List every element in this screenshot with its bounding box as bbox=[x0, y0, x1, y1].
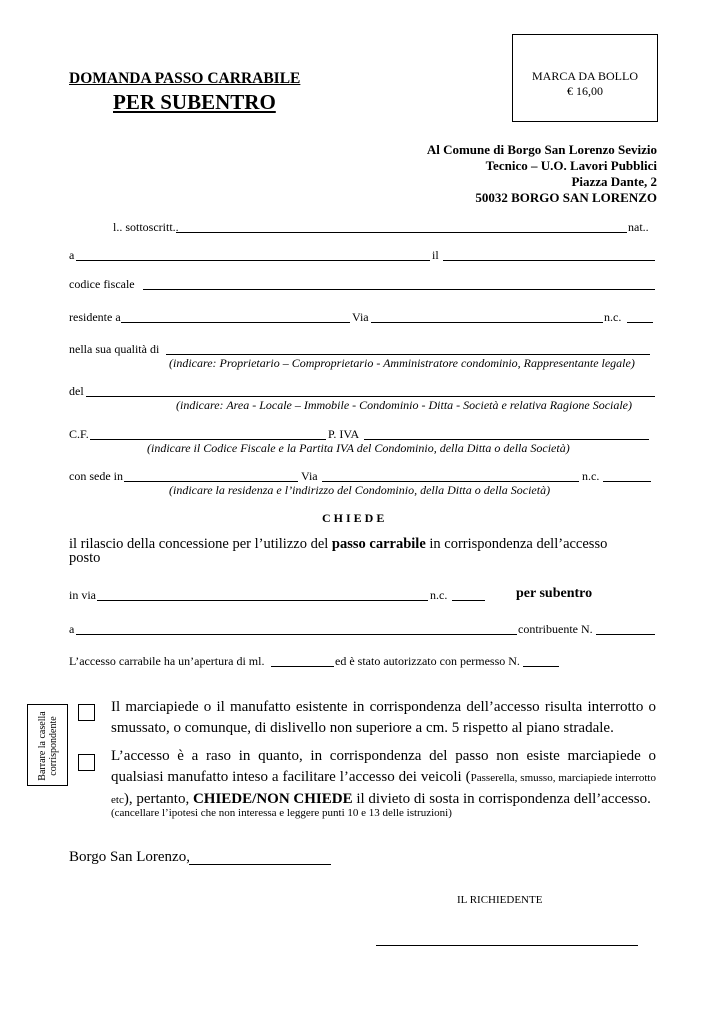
place-label: Borgo San Lorenzo, bbox=[69, 849, 190, 865]
instruction-sidebox bbox=[27, 704, 68, 786]
request-text-bold: passo carrabile bbox=[331, 536, 426, 552]
option2-mid: ), pertanto, bbox=[123, 791, 190, 807]
birthplace-label: a bbox=[69, 248, 75, 262]
predecessor-label: a bbox=[69, 622, 75, 636]
sede-hint: (indicare la residenza e l’indirizzo del Condominio, della Ditta o della Società) bbox=[169, 483, 551, 497]
recipient-line3: Piazza Dante, 2 bbox=[571, 174, 657, 189]
sede-via-label: Via bbox=[301, 469, 318, 483]
del-field[interactable] bbox=[86, 396, 655, 397]
date-field[interactable] bbox=[189, 864, 331, 865]
codice-fiscale-field[interactable] bbox=[143, 289, 655, 290]
sidebox-line1: Barrare la casella bbox=[37, 711, 48, 781]
request-text bbox=[69, 536, 607, 553]
qualita-field[interactable] bbox=[166, 354, 650, 355]
request-text-pre: il rilascio della concessione per l’utilizzo del bbox=[69, 536, 329, 552]
recipient-line2: Tecnico – U.O. Lavori Pubblici bbox=[485, 158, 657, 173]
cf-label: C.F. bbox=[69, 427, 89, 441]
sede-via-field[interactable] bbox=[322, 481, 579, 482]
option1-text: Il marciapiede o il manufatto esistente in corrispondenza dell’accesso risulta interrotto o smussato, o comunque, di dislivello non superiore a cm. 5 rispetto al piano stradale. bbox=[111, 699, 656, 736]
birthdate-label: il bbox=[432, 248, 439, 262]
permesso-label: ed è stato autorizzato con permesso N. bbox=[335, 654, 520, 668]
signature-field[interactable] bbox=[376, 945, 638, 946]
stamp-box bbox=[512, 34, 658, 122]
del-hint: (indicare: Area - Locale – Immobile - Condominio - Ditta - Società e relativa Ragione Sociale) bbox=[176, 398, 633, 412]
option2-bold: CHIEDE/NON CHIEDE bbox=[192, 791, 353, 807]
cf-hint: (indicare il Codice Fiscale e la Partita IVA del Condominio, della Ditta o della Società) bbox=[147, 441, 570, 455]
in-via-nc-label: n.c. bbox=[430, 588, 448, 602]
nc-field[interactable] bbox=[627, 322, 653, 323]
birthplace-field[interactable] bbox=[76, 260, 430, 261]
request-text-line2: posto bbox=[69, 550, 101, 566]
option-note: (cancellare l’ipotesi che non interessa e leggere punti 10 e 13 delle istruzioni) bbox=[111, 807, 452, 819]
sede-nc-label: n.c. bbox=[582, 469, 600, 483]
contribuente-field[interactable] bbox=[596, 634, 655, 635]
del-label: del bbox=[69, 384, 84, 398]
sede-label: con sede in bbox=[69, 469, 123, 483]
sottoscritto-field[interactable] bbox=[176, 232, 627, 233]
codice-fiscale-label: codice fiscale bbox=[69, 277, 135, 291]
piva-field[interactable] bbox=[364, 439, 649, 440]
option2-post: il divieto di sosta in corrispondenza dell’accesso. bbox=[356, 791, 651, 807]
chiede-heading: C H I E D E bbox=[322, 511, 385, 525]
sede-field[interactable] bbox=[124, 481, 298, 482]
stamp-amount: € 16,00 bbox=[567, 84, 603, 98]
option2-pre: L’accesso è a raso in quanto, in corrispondenza del passo non esiste marciapiede o qualsiasi manufatto inteso a facilitare l’accesso dei veicoli ( bbox=[111, 748, 656, 785]
request-text-post: in corrispondenza dell’accesso bbox=[429, 536, 608, 552]
cf-field[interactable] bbox=[90, 439, 326, 440]
nato-label: nat.. bbox=[628, 220, 649, 234]
recipient-line1: Al Comune di Borgo San Lorenzo Sevizio bbox=[426, 142, 657, 157]
sidebox-line2: corrispondente bbox=[48, 716, 59, 776]
apertura-label: L’accesso carrabile ha un’apertura di ml. bbox=[69, 654, 265, 668]
stamp-label: MARCA DA BOLLO bbox=[531, 69, 638, 83]
nc-label: n.c. bbox=[604, 310, 622, 324]
signer-label: IL RICHIEDENTE bbox=[457, 894, 543, 906]
title-line2: PER SUBENTRO bbox=[113, 90, 276, 114]
residente-field[interactable] bbox=[121, 322, 350, 323]
sede-nc-field[interactable] bbox=[603, 481, 651, 482]
via-field[interactable] bbox=[371, 322, 603, 323]
in-via-nc-field[interactable] bbox=[452, 600, 485, 601]
in-via-field[interactable] bbox=[97, 600, 428, 601]
predecessor-field[interactable] bbox=[76, 634, 517, 635]
residente-label: residente a bbox=[69, 310, 121, 324]
title-line1: DOMANDA PASSO CARRABILE bbox=[69, 70, 301, 87]
option1-checkbox[interactable] bbox=[78, 704, 95, 721]
via-label: Via bbox=[352, 310, 369, 324]
permesso-field[interactable] bbox=[523, 666, 559, 667]
per-subentro-label: per subentro bbox=[516, 586, 593, 601]
recipient-line4: 50032 BORGO SAN LORENZO bbox=[475, 190, 657, 205]
piva-label: P. IVA bbox=[328, 427, 360, 441]
option2-small: Passerella, smusso, marciapiede interrotto etc bbox=[111, 772, 656, 806]
option2-checkbox[interactable] bbox=[78, 754, 95, 771]
qualita-label: nella sua qualità di bbox=[69, 342, 160, 356]
birthdate-field[interactable] bbox=[443, 260, 655, 261]
apertura-field[interactable] bbox=[271, 666, 334, 667]
instruction-sidebox-text bbox=[37, 711, 59, 780]
option2-text bbox=[111, 746, 656, 811]
qualita-hint: (indicare: Proprietario – Comproprietario - Amministratore condominio, Rappresentante legale) bbox=[169, 356, 635, 370]
sottoscritto-label: l.. sottoscritt.. bbox=[113, 220, 179, 234]
in-via-label: in via bbox=[69, 588, 96, 602]
contribuente-label: contribuente N. bbox=[518, 622, 593, 636]
